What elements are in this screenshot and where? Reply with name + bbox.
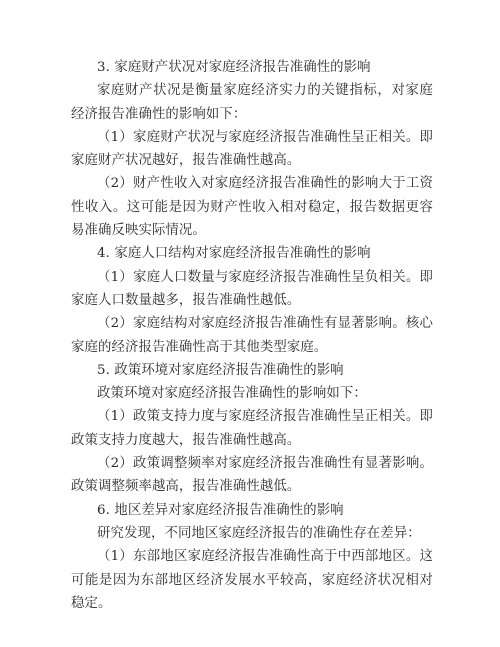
paragraph: 政策环境对家庭经济报告准确性的影响如下：: [97, 386, 367, 402]
section-heading-4: 4. 家庭人口结构对家庭经济报告准确性的影响: [97, 246, 371, 262]
section-heading-6: 6. 地区差异对家庭经济报告准确性的影响: [97, 502, 344, 518]
paragraph: （1）政策支持力度与家庭经济报告准确性呈正相关。即政策支持力度越大，报告准确性越高。: [71, 409, 433, 448]
section-heading-3: 3. 家庭财产状况对家庭经济报告准确性的影响: [97, 60, 371, 75]
paragraph: （1）家庭财产状况与家庭经济报告准确性呈正相关。即家庭财产状况越好，报告准确性越高。: [71, 129, 433, 169]
paragraph: （1）东部地区家庭经济报告准确性高于中西部地区。这可能是因为东部地区经济发展水平较高，家庭经济状况相对稳定。: [71, 549, 433, 611]
paragraph: 家庭财产状况是衡量家庭经济实力的关键指标，对家庭经济报告准确性的影响如下：: [71, 83, 433, 122]
document-body: [71, 56, 433, 615]
section-heading-5: 5. 政策环境对家庭经济报告准确性的影响: [97, 362, 344, 378]
paragraph: 研究发现，不同地区家庭经济报告的准确性存在差异：: [97, 525, 421, 541]
paragraph: （2）家庭结构对家庭经济报告准确性有显著影响。核心家庭的经济报告准确性高于其他类型家庭。: [71, 316, 433, 355]
paragraph: （2）财产性收入对家庭经济报告准确性的影响大于工资性收入。这可能是因为财产性收入相对稳定，报告数据更容易准确反映实际情况。: [71, 176, 433, 239]
paragraph: （1）家庭人口数量与家庭经济报告准确性呈负相关。即家庭人口数量越多，报告准确性越低。: [71, 269, 433, 308]
paragraph: （2）政策调整频率对家庭经济报告准确性有显著影响。政策调整频率越高，报告准确性越低。: [71, 456, 433, 495]
